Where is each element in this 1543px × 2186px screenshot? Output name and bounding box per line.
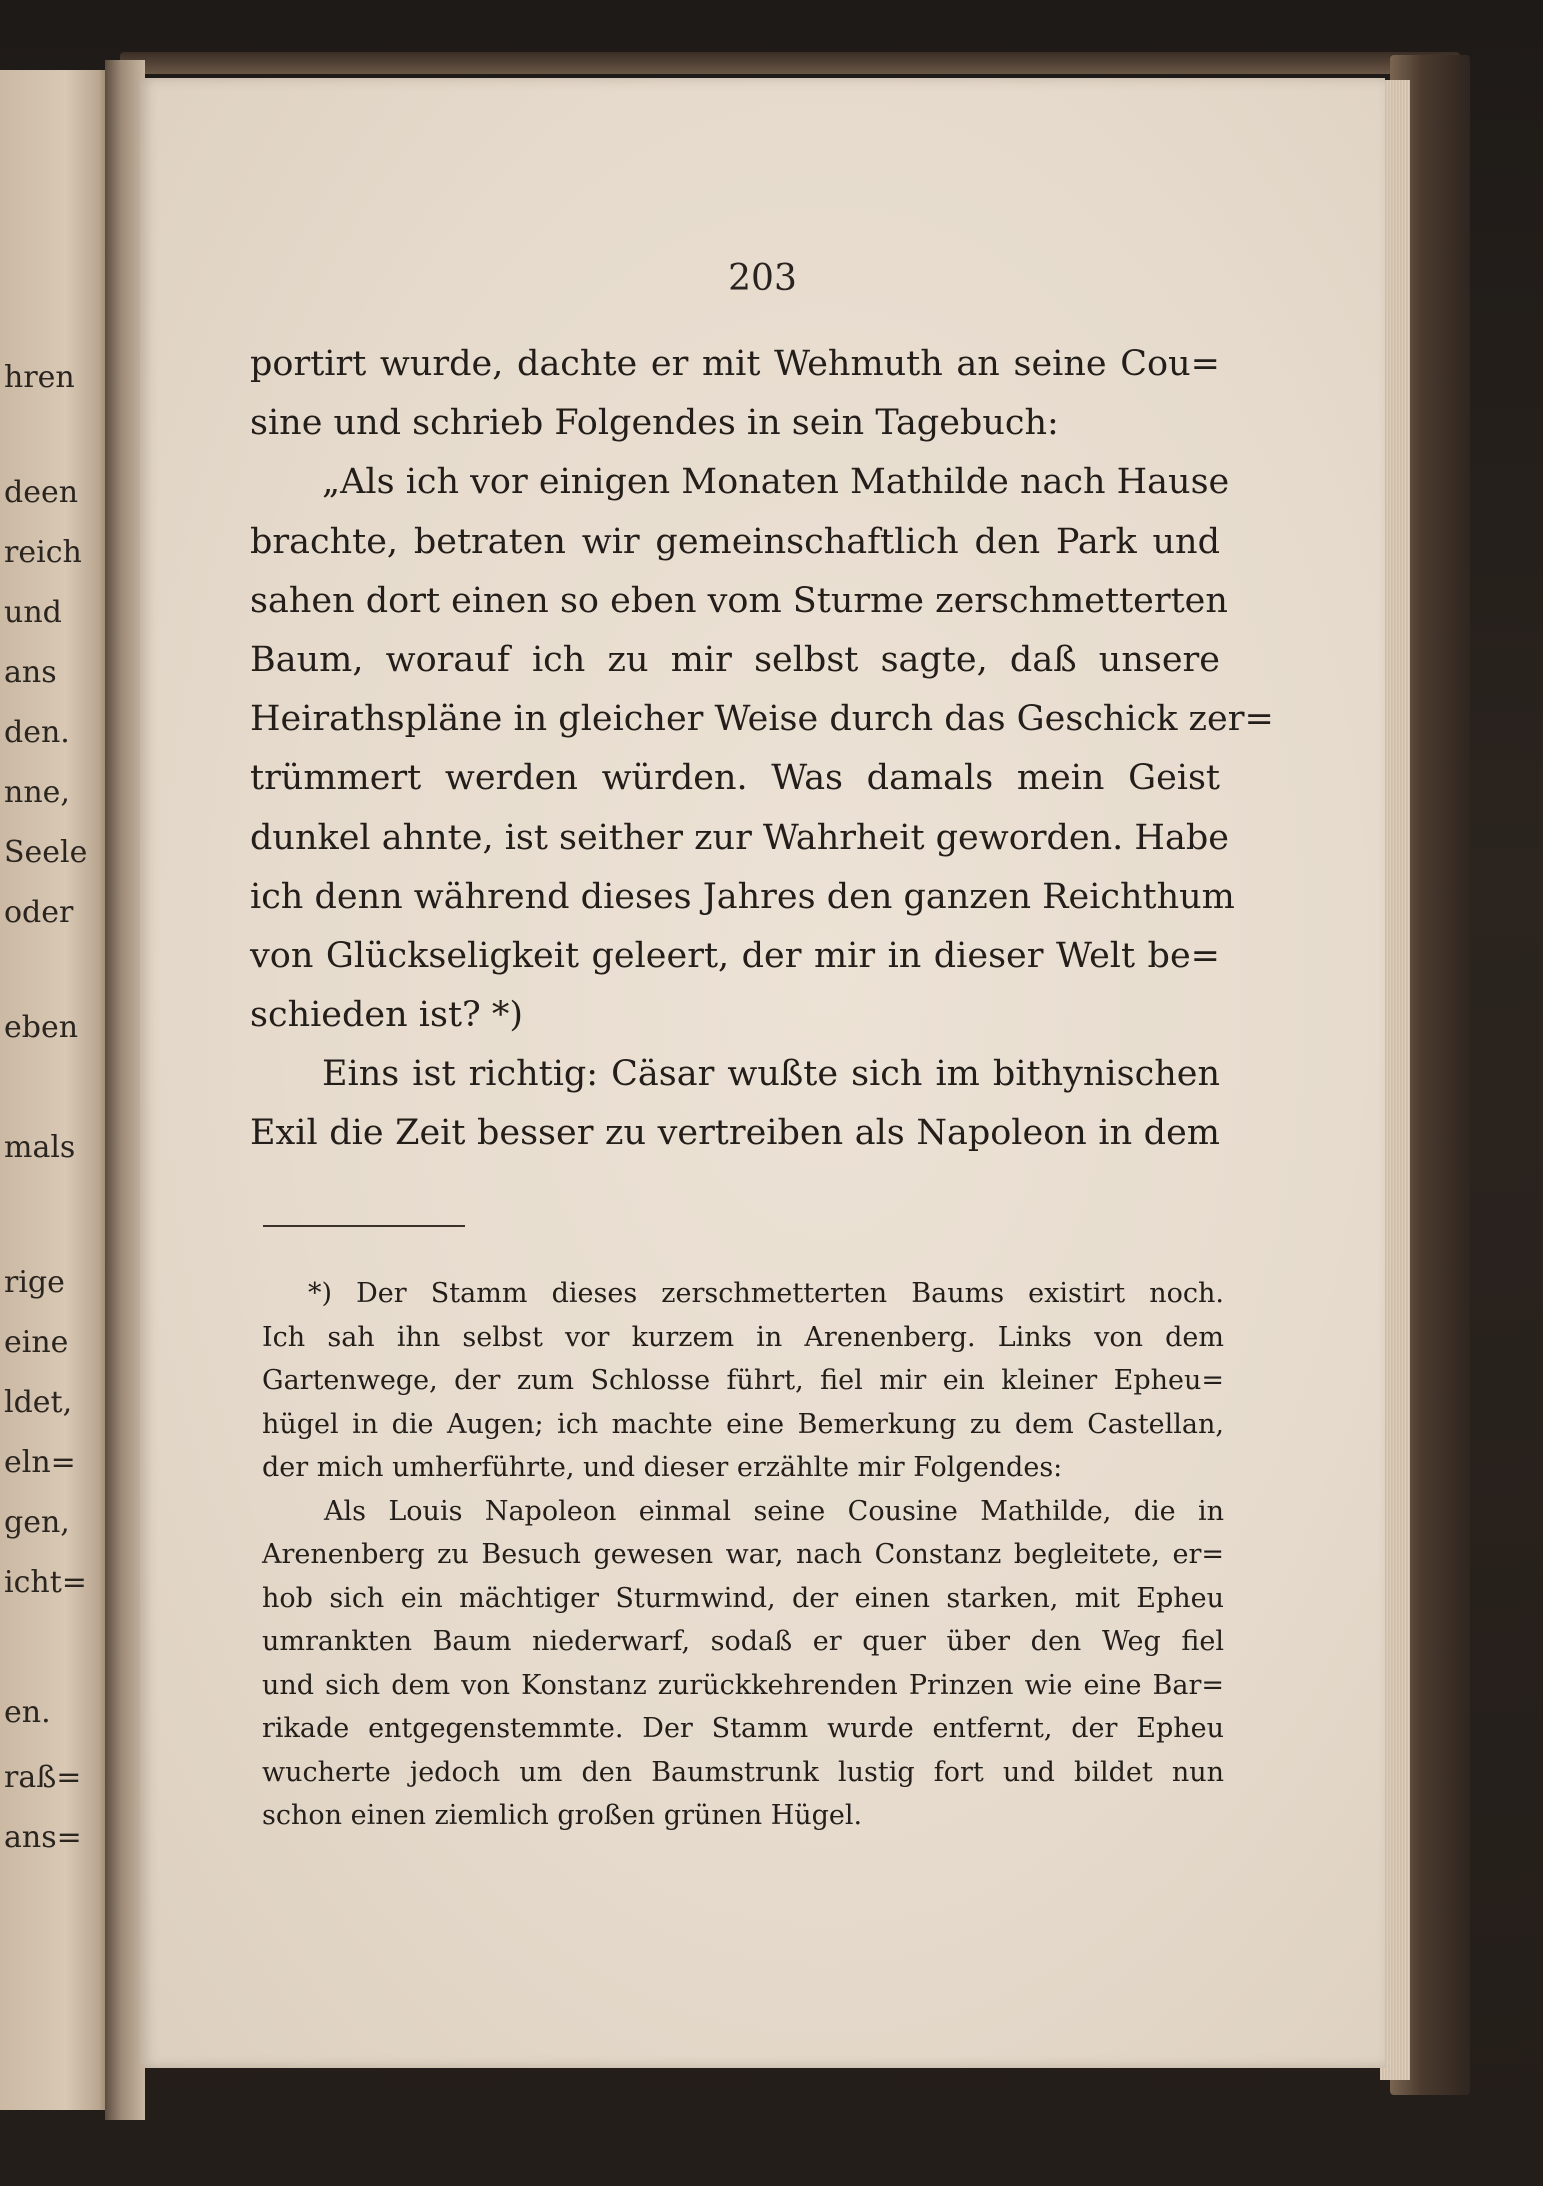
left-page-fragment: nne,	[4, 775, 70, 810]
body-text	[250, 335, 1274, 1164]
left-page-fragment: hren	[4, 360, 75, 395]
left-page-fragment: Seele	[4, 835, 88, 870]
body-line: Heirathspläne in gleicher Weise durch das Geschick zer=	[250, 699, 1274, 740]
footnote-line: wucherte jedoch um den Baumstrunk lustig fort und bildet nun	[262, 1756, 1224, 1788]
footnote	[262, 1272, 1224, 1838]
left-page-fragment: den.	[4, 715, 70, 750]
footnote-line: Ich sah ihn selbst vor kurzem in Arenenberg. Links von dem	[262, 1321, 1224, 1353]
footnote-line: rikade entgegenstemmte. Der Stamm wurde entfernt, der Epheu	[262, 1713, 1224, 1744]
body-line: portirt wurde, dachte er mit Wehmuth an seine Cou=	[250, 344, 1220, 384]
body-line: Baum, worauf ich zu mir selbst sagte, daß unsere	[250, 639, 1220, 680]
left-page-fragment: ans=	[4, 1820, 82, 1855]
left-page-fragment: ans	[4, 655, 57, 690]
left-page-fragment: deen	[4, 475, 79, 510]
footnote-line: schon einen ziemlich großen grünen Hügel.	[262, 1800, 863, 1831]
left-page-fragment: en.	[4, 1695, 51, 1730]
body-line: Eins ist richtig: Cäsar wußte sich im bithynischen	[322, 1054, 1220, 1095]
footnote-line: Gartenwege, der zum Schlosse führt, fiel mir ein kleiner Epheu=	[262, 1365, 1224, 1396]
left-page-fragment: gen,	[4, 1505, 70, 1540]
book-gutter	[105, 60, 145, 2120]
body-line: „Als ich vor einigen Monaten Mathilde nach Hause	[322, 462, 1230, 503]
left-page-fragment: reich	[4, 535, 82, 570]
previous-page-edge	[0, 70, 110, 2110]
footnote-line: hob sich ein mächtiger Sturmwind, der einen starken, mit Epheu	[262, 1582, 1224, 1614]
body-line: sahen dort einen so eben vom Sturme zerschmetterten	[250, 580, 1228, 621]
left-page-fragment: mals	[4, 1130, 76, 1165]
footnote-line: umrankten Baum niederwarf, sodaß er quer über den Weg fiel	[262, 1626, 1224, 1657]
book-cover-top-edge	[120, 52, 1460, 74]
page-number: 203	[728, 258, 797, 299]
left-page-fragment: rige	[4, 1265, 65, 1300]
footnote-line: der mich umherführte, und dieser erzählte mir Folgendes:	[262, 1452, 1063, 1483]
footnote-divider	[263, 1225, 465, 1227]
body-line: trümmert werden würden. Was damals mein Geist	[250, 758, 1220, 799]
footnote-line: Als Louis Napoleon einmal seine Cousine Mathilde, die in	[324, 1495, 1224, 1527]
body-line: von Glückseligkeit geleert, der mir in dieser Welt be=	[250, 935, 1220, 976]
footnote-line: *) Der Stamm dieses zerschmetterten Baums existirt noch.	[308, 1278, 1224, 1309]
body-line: sine und schrieb Folgendes in sein Tagebuch:	[250, 403, 1059, 444]
left-page-fragment: oder	[4, 895, 74, 930]
footnote-line: hügel in die Augen; ich machte eine Bemerkung zu dem Castellan,	[262, 1408, 1224, 1440]
left-page-fragment: eben	[4, 1010, 79, 1045]
left-page-fragment: eine	[4, 1325, 69, 1360]
left-page-fragment: icht=	[4, 1565, 87, 1600]
body-line: brachte, betraten wir gemeinschaftlich den Park und	[250, 521, 1220, 562]
body-line: Exil die Zeit besser zu vertreiben als Napoleon in dem	[250, 1113, 1220, 1154]
left-page-fragment: und	[4, 595, 62, 630]
left-page-fragment: raß=	[4, 1760, 82, 1795]
footnote-line: Arenenberg zu Besuch gewesen war, nach Constanz begleitete, er=	[262, 1539, 1224, 1570]
body-line: dunkel ahnte, ist seither zur Wahrheit geworden. Habe	[250, 817, 1229, 858]
body-line: schieden ist? *)	[250, 995, 524, 1036]
body-line: ich denn während dieses Jahres den ganzen Reichthum	[250, 876, 1235, 917]
left-page-fragment: eln=	[4, 1445, 76, 1480]
left-page-fragment: ldet,	[4, 1385, 73, 1420]
footnote-line: und sich dem von Konstanz zurückkehrenden Prinzen wie eine Bar=	[262, 1669, 1224, 1701]
